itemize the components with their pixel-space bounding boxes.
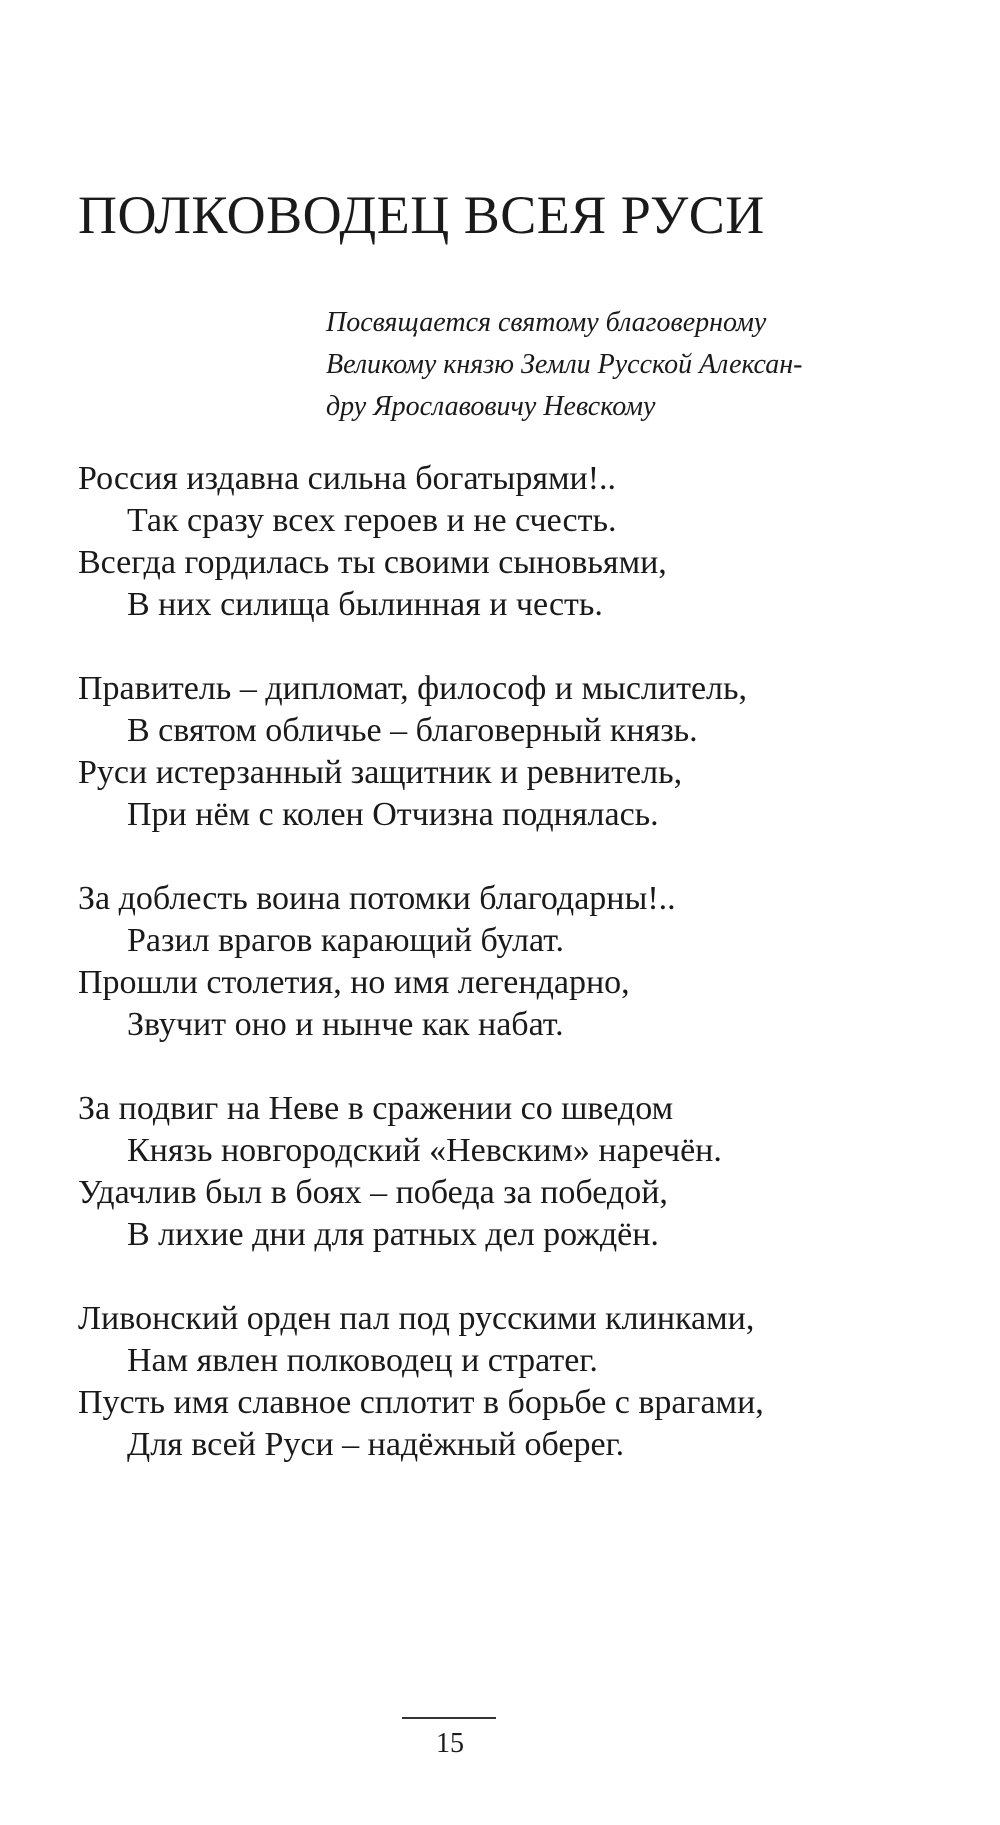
- stanza: [78, 878, 958, 1046]
- verse-line: Всегда гордилась ты своими сыновьями,: [78, 544, 667, 581]
- poem-body: [78, 458, 958, 1508]
- dedication-line: дру Ярославовичу Невскому: [326, 391, 656, 422]
- verse-line: Нам явлен полководец и стратег.: [127, 1342, 598, 1379]
- poem-title: ПОЛКОВОДЕЦ ВСЕЯ РУСИ: [78, 185, 765, 245]
- verse-line: Удачлив был в боях – победа за победой,: [78, 1174, 668, 1211]
- verse-line: Так сразу всех героев и не счесть.: [127, 502, 617, 539]
- verse-line: Ливонский орден пал под русскими клинками,: [78, 1300, 755, 1337]
- verse-line: В святом обличье – благоверный князь.: [127, 712, 698, 749]
- verse-line: Для всей Руси – надёжный оберег.: [127, 1426, 625, 1463]
- stanza: [78, 1088, 958, 1256]
- dedication: [326, 302, 866, 428]
- dedication-line: Великому князю Земли Русской Алексан-: [326, 349, 803, 380]
- verse-line: В лихие дни для ратных дел рождён.: [127, 1216, 659, 1253]
- dedication-line: Посвящается святому благоверному: [326, 307, 767, 338]
- verse-line: За доблесть воина потомки благодарны!..: [78, 880, 676, 917]
- verse-line: Руси истерзанный защитник и ревнитель,: [78, 754, 683, 791]
- verse-line: Пусть имя славное сплотит в борьбе с врагами,: [78, 1384, 764, 1421]
- verse-line: Россия издавна сильна богатырями!..: [78, 460, 617, 497]
- stanza: [78, 1298, 958, 1466]
- verse-line: Прошли столетия, но имя легендарно,: [78, 964, 630, 1001]
- page-number: 15: [436, 1728, 464, 1759]
- verse-line: Правитель – дипломат, философ и мыслитель,: [78, 670, 748, 707]
- footer-divider: [402, 1717, 496, 1719]
- stanza: [78, 458, 958, 626]
- verse-line: При нём с колен Отчизна поднялась.: [127, 796, 659, 833]
- verse-line: Князь новгородский «Невским» наречён.: [127, 1132, 722, 1169]
- stanza: [78, 668, 958, 836]
- verse-line: Звучит оно и нынче как набат.: [127, 1006, 564, 1043]
- verse-line: Разил врагов карающий булат.: [127, 922, 565, 959]
- verse-line: За подвиг на Неве в сражении со шведом: [78, 1090, 674, 1127]
- verse-line: В них силища былинная и честь.: [127, 586, 603, 623]
